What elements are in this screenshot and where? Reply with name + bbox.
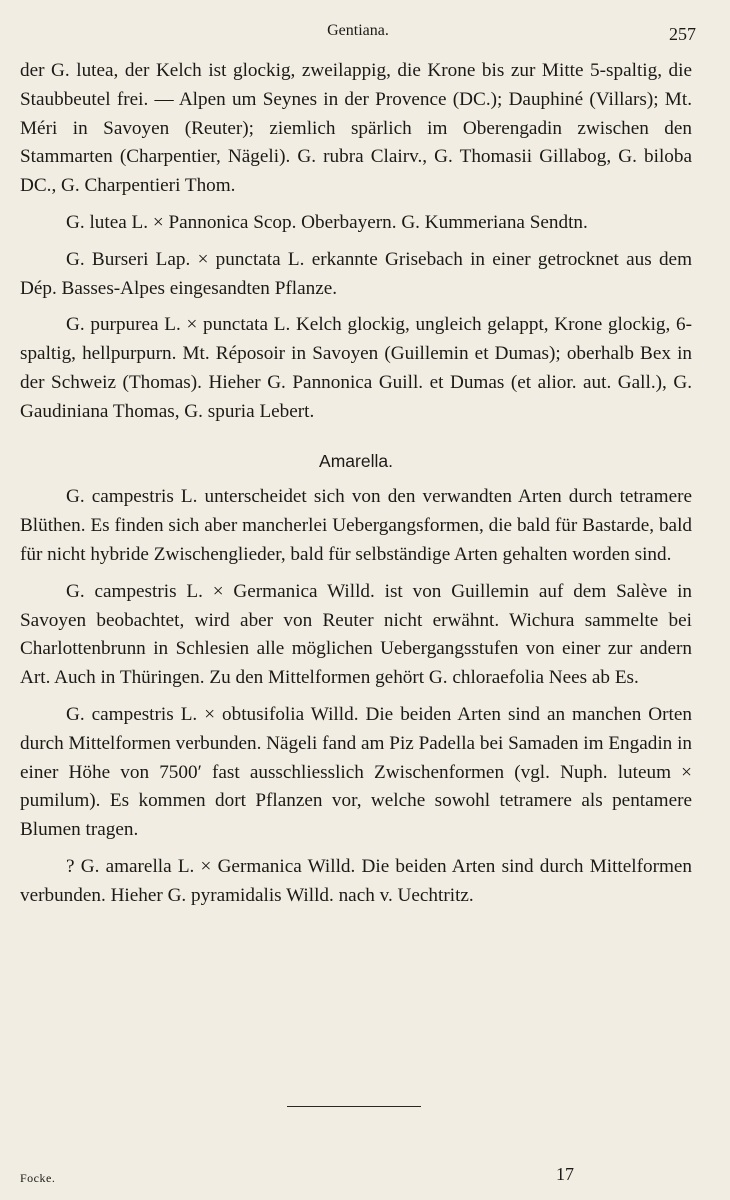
signature-mark: 17: [556, 1164, 574, 1184]
paragraph-3: G. Burseri Lap. × punctata L. erkannte Grisebach in einer getrocknet aus dem Dép. Basses-Alpes eingesandten Pflanze.: [20, 248, 692, 299]
paragraph-5: G. campestris L. unterscheidet sich von den verwandten Arten durch tetramere Blüthen. Es finden sich aber mancherlei Uebergangsformen, die bald für Bastarde, bald für nicht hybride Zwischenglieder, bald für selbständige Arten gehalten worden sind.: [20, 486, 692, 565]
paragraph-7: G. campestris L. × obtusifolia Willd. Die beiden Arten sind an manchen Orten durch Mittelformen verbunden. Nägeli fand am Piz Padella bei Samaden im Engadin in einer Höhe von 7500′ fast ausschliesslich Zwischenformen (vgl. Nuph. luteum × pumilum). Es kommen dort Pflanzen vor, welche sowohl tetramere als pentamere Blumen tragen.: [20, 703, 692, 841]
paragraph-1: der G. lutea, der Kelch ist glockig, zweilappig, die Krone bis zur Mitte 5-spaltig, die Staubbeutel frei. — Alpen um Seynes in der Provence (DC.); Dauphiné (Villars); Mt. Méri in Savoyen (Reuter); ziemlich spärlich im Oberengadin zwischen den Stammarten (Charpentier, Nägeli). G. rubra Clairv., G. Thomasii Gillabog, G. biloba DC., G. Charpentieri Thom.: [20, 60, 692, 197]
body-text: [20, 57, 692, 919]
paragraph-4: G. purpurea L. × punctata L. Kelch glockig, ungleich gelappt, Krone glockig, 6-spaltig, hellpurpurn. Mt. Réposoir in Savoyen (Guillemin et Dumas); oberhalb Bex in der Schweiz (Thomas). Hieher G. Pannonica Guill. et Dumas (et alior. aut. Gall.), G. Gaudiniana Thomas, G. spuria Lebert.: [20, 314, 692, 422]
running-head: [20, 22, 696, 46]
paragraph-6: G. campestris L. × Germanica Willd. ist von Guillemin auf dem Salève in Savoyen beobachtet, wird aber von Reuter nicht erwähnt. Wichura sammelte bei Charlottenbrunn in Schlesien alle möglichen Uebergangsstufen von einer zur andern Art. Auch in Thüringen. Zu den Mittelformen gehört G. chloraefolia Nees ab Es.: [20, 580, 692, 689]
page-number: 257: [669, 24, 696, 44]
paragraph-2: G. lutea L. × Pannonica Scop. Oberbayern. G. Kummeriana Sendtn.: [66, 211, 588, 233]
section-heading: Amarella.: [319, 450, 393, 471]
end-rule: [287, 1106, 421, 1107]
running-title: Gentiana.: [327, 22, 389, 39]
paragraph-8: ? G. amarella L. × Germanica Willd. Die beiden Arten sind durch Mittelformen verbunden. Hieher G. pyramidalis Willd. nach v. Uechtritz.: [20, 855, 692, 906]
footer-author: Focke.: [20, 1171, 56, 1185]
